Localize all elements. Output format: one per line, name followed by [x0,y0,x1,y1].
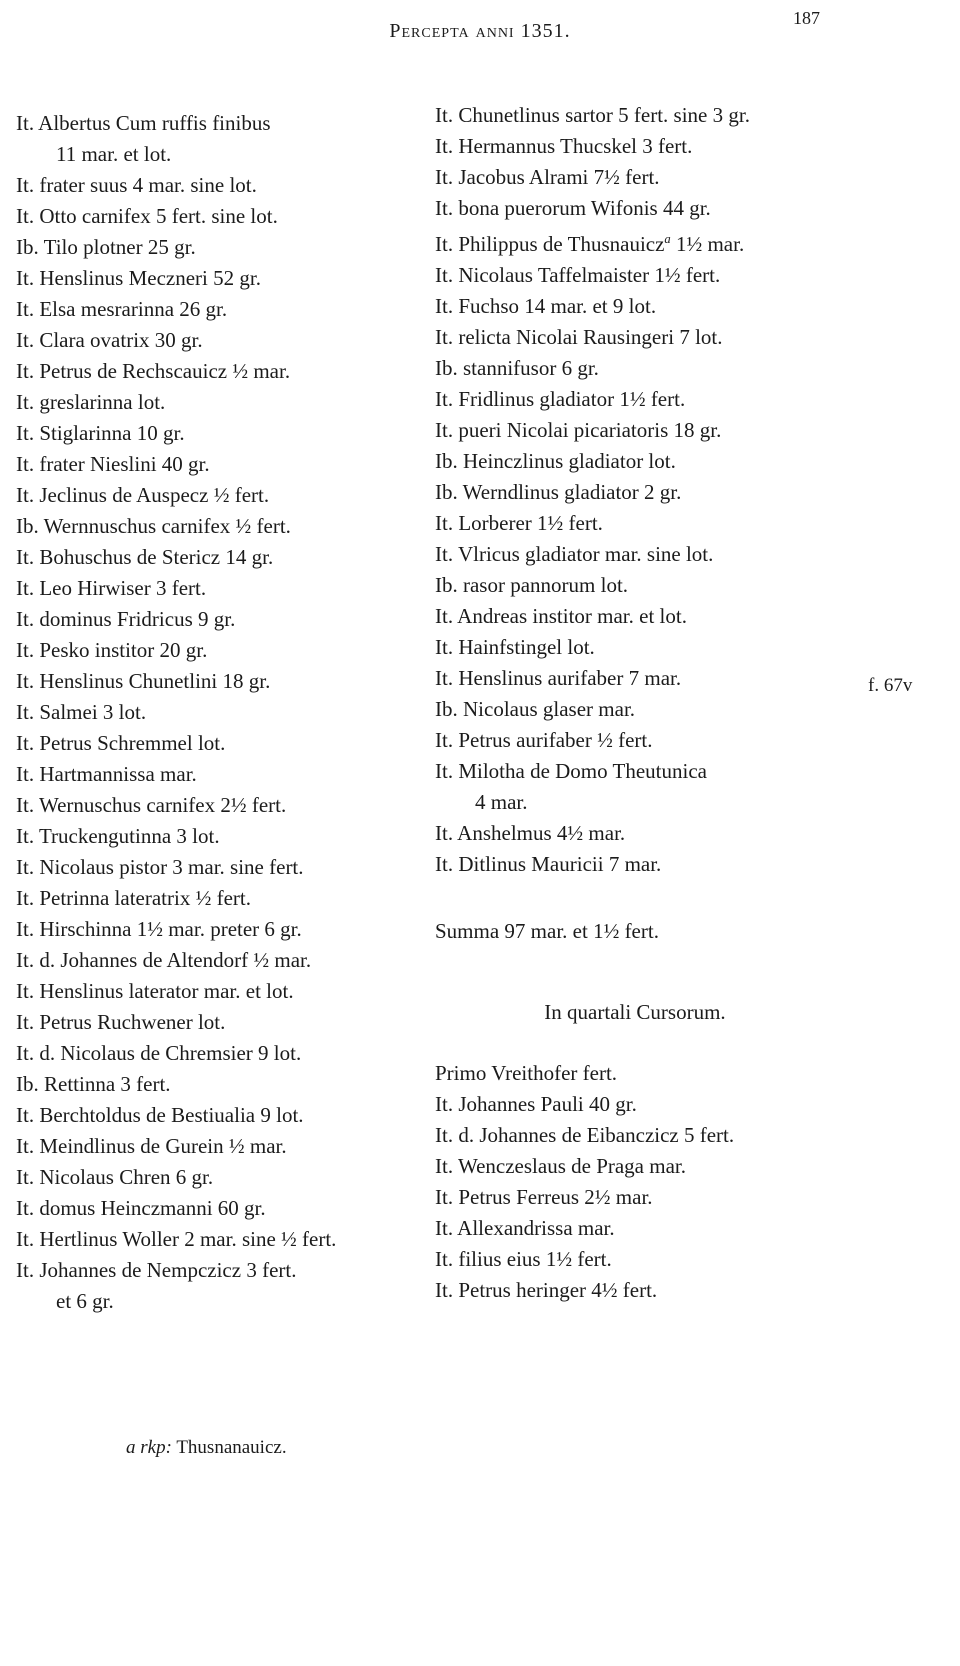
ledger-entry: It. Vlricus gladiator mar. sine lot. [435,542,714,566]
ledger-entry: 4 mar. [475,790,528,814]
ledger-entry: It. Clara ovatrix 30 gr. [16,328,203,352]
ledger-entry: Ib. Heinczlinus gladiator lot. [435,449,676,473]
ledger-entry: It. Jacobus Alrami 7½ fert. [435,165,660,189]
running-header-title: Percepta anni 1351. [389,20,571,42]
ledger-entry: It. Henslinus Meczneri 52 gr. [16,266,261,290]
ledger-entry: It. bona puerorum Wifonis 44 gr. [435,196,711,220]
ledger-entry: It. Johannes de Nempczicz 3 fert. [16,1258,297,1282]
ledger-entry: It. Wenczeslaus de Praga mar. [435,1154,686,1178]
ledger-entry: Ib. Rettinna 3 fert. [16,1072,171,1096]
footnote-text: Thusnanauicz. [171,1437,287,1458]
ledger-entry: It. filius eius 1½ fert. [435,1247,612,1271]
ledger-entry: It. Petrus Schremmel lot. [16,731,226,755]
ledger-entry: It. Anshelmus 4½ mar. [435,821,626,845]
ledger-entry: It. Petrus Ruchwener lot. [16,1010,226,1034]
ledger-entry: It. pueri Nicolai picariatoris 18 gr. [435,418,722,442]
ledger-entry: It. Petrus aurifaber ½ fert. [435,728,653,752]
ledger-entry: Ib. Nicolaus glaser mar. [435,697,636,721]
ledger-entry: It. Hirschinna 1½ mar. preter 6 gr. [16,917,302,941]
ledger-entry: It. Nicolaus Taffelmaister 1½ fert. [435,263,721,287]
ledger-entry [435,224,835,260]
ledger-entry: It. Leo Hirwiser 3 fert. [16,576,207,600]
ledger-entry: Ib. Wernnuschus carnifex ½ fert. [16,514,291,538]
ledger-entry: It. frater suus 4 mar. sine lot. [16,173,257,197]
ledger-entry: It. Chunetlinus sartor 5 fert. sine 3 gr. [435,103,750,127]
summa-line: Summa 97 mar. et 1½ fert. [435,919,659,943]
ledger-entry: It. Hertlinus Woller 2 mar. sine ½ fert. [16,1227,337,1251]
ledger-entry: It. Andreas institor mar. et lot. [435,604,687,628]
entry-text-tail: 1½ mar. [670,232,745,256]
ledger-entry: It. relicta Nicolai Rausingeri 7 lot. [435,325,723,349]
ledger-entry: It. Lorberer 1½ fert. [435,511,603,535]
ledger-entry: Ib. rasor pannorum lot. [435,573,629,597]
footnote-label: a rkp: [126,1437,172,1458]
ledger-entry: 11 mar. et lot. [56,142,172,166]
ledger-entry: Primo Vreithofer fert. [435,1061,618,1085]
ledger-entry: It. Henslinus Chunetlini 18 gr. [16,669,271,693]
ledger-entry: It. d. Johannes de Eibanczicz 5 fert. [435,1123,735,1147]
ledger-entry: et 6 gr. [56,1289,114,1313]
ledger-entry: It. greslarinna lot. [16,390,166,414]
ledger-entry: It. Wernuschus carnifex 2½ fert. [16,793,287,817]
ledger-entry: It. Petrus de Rechscauicz ½ mar. [16,359,291,383]
ledger-entry: It. Henslinus aurifaber 7 mar. [435,666,682,690]
ledger-entry: It. Elsa mesrarinna 26 gr. [16,297,228,321]
ledger-entry: It. Nicolaus Chren 6 gr. [16,1165,214,1189]
page-number: 187 [793,8,820,28]
ledger-entry: It. Stiglarinna 10 gr. [16,421,185,445]
ledger-entry: It. Hainfstingel lot. [435,635,595,659]
ledger-entry: It. Otto carnifex 5 fert. sine lot. [16,204,278,228]
entry-text: It. Philippus de Thusnauicz [435,232,665,256]
ledger-entry: It. Hermannus Thucskel 3 fert. [435,134,693,158]
ledger-entry: It. Henslinus laterator mar. et lot. [16,979,294,1003]
ledger-entry: It. Fridlinus gladiator 1½ fert. [435,387,686,411]
ledger-entry: It. Johannes Pauli 40 gr. [435,1092,637,1116]
right-column [435,100,835,1306]
folio-margin-note: f. 67v [868,675,913,696]
ledger-entry: It. d. Johannes de Altendorf ½ mar. [16,948,312,972]
ledger-entry: It. Nicolaus pistor 3 mar. sine fert. [16,855,304,879]
ledger-entry: It. Bohuschus de Stericz 14 gr. [16,545,274,569]
left-column [16,108,446,1317]
ledger-entry: It. Allexandrissa mar. [435,1216,615,1240]
section-heading: In quartali Cursorum. [544,1000,726,1024]
footnote [126,1437,287,1459]
ledger-entry: It. domus Heinczmanni 60 gr. [16,1196,266,1220]
ledger-entry: Ib. stannifusor 6 gr. [435,356,599,380]
ledger-entry: It. Milotha de Domo Theutunica [435,759,707,783]
ledger-entry: It. Salmei 3 lot. [16,700,147,724]
ledger-entry: It. frater Nieslini 40 gr. [16,452,210,476]
ledger-entry: It. Meindlinus de Gurein ½ mar. [16,1134,287,1158]
ledger-entry: Ib. Werndlinus gladiator 2 gr. [435,480,682,504]
ledger-entry: It. d. Nicolaus de Chremsier 9 lot. [16,1041,302,1065]
ledger-entry: It. Truckengutinna 3 lot. [16,824,220,848]
ledger-entry: It. Ditlinus Mauricii 7 mar. [435,852,662,876]
footnote-marker: a [664,232,671,246]
ledger-entry: It. Petrus heringer 4½ fert. [435,1278,658,1302]
ledger-entry: It. Jeclinus de Auspecz ½ fert. [16,483,270,507]
ledger-entry: It. Pesko institor 20 gr. [16,638,208,662]
ledger-entry: It. dominus Fridricus 9 gr. [16,607,236,631]
ledger-entry: It. Petrinna lateratrix ½ fert. [16,886,251,910]
ledger-entry: Ib. Tilo plotner 25 gr. [16,235,196,259]
ledger-entry: It. Albertus Cum ruffis finibus [16,111,271,135]
ledger-entry: It. Berchtoldus de Bestiualia 9 lot. [16,1103,304,1127]
ledger-entry: It. Petrus Ferreus 2½ mar. [435,1185,653,1209]
ledger-entry: It. Fuchso 14 mar. et 9 lot. [435,294,657,318]
ledger-entry: It. Hartmannissa mar. [16,762,197,786]
